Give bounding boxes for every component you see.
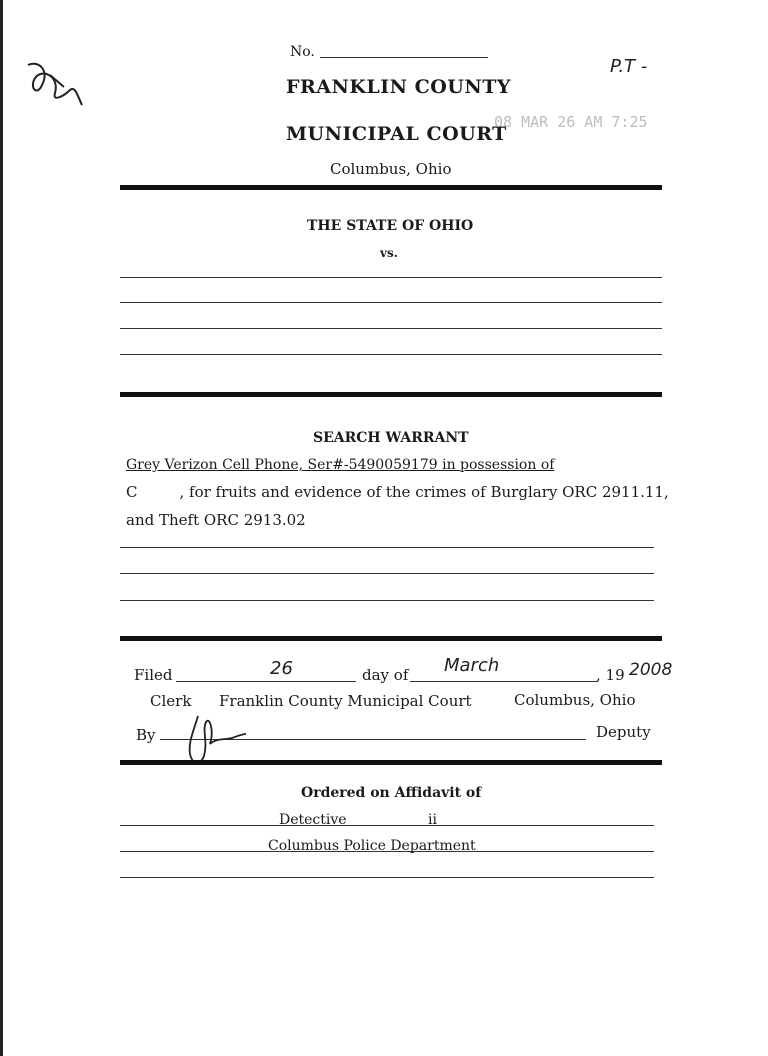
filed-month: March	[444, 655, 500, 676]
warrant-line-1	[120, 547, 654, 548]
warrant-line-3	[120, 600, 654, 601]
header-divider	[120, 185, 662, 190]
warrant-line-2	[120, 573, 654, 574]
state-of-ohio: THE STATE OF OHIO	[307, 218, 474, 234]
filed-day: 26	[270, 658, 293, 679]
warrant-description-line-1: Grey Verizon Cell Phone, Ser#-5490059179 in possession of	[126, 457, 555, 473]
filed-year: 2008	[629, 660, 673, 680]
clerk-court-name: Franklin County Municipal Court	[219, 692, 472, 710]
filed-month-line	[410, 681, 598, 682]
deputy-label: Deputy	[596, 723, 651, 741]
year-prefix: , 19	[596, 666, 625, 684]
affidavit-blank-line	[120, 877, 654, 878]
case-number-label: No.	[290, 44, 315, 60]
versus-label: vs.	[380, 246, 398, 260]
caption-divider	[120, 392, 662, 397]
court-heading: MUNICIPAL COURT	[286, 123, 507, 145]
defendant-line-3	[120, 328, 662, 329]
filed-day-line	[176, 681, 356, 682]
affiant-name-suffix: ii	[428, 812, 437, 828]
warrant-description-line-3: and Theft ORC 2913.02	[126, 511, 306, 529]
case-number-line	[320, 57, 488, 58]
clerk-label: Clerk	[150, 692, 192, 710]
handwritten-initials: P.T -	[610, 56, 648, 77]
filed-label: Filed	[134, 666, 173, 684]
affiant-line	[120, 825, 654, 826]
warrant-description-line-2: C , for fruits and evidence of the crimes of Burglary ORC 2911.11,	[126, 483, 669, 501]
court-city: Columbus, Ohio	[330, 160, 452, 178]
county-heading: FRANKLIN COUNTY	[286, 76, 511, 98]
filing-divider	[120, 760, 662, 765]
affiant-name: Detective	[279, 812, 347, 828]
affiant-department: Columbus Police Department	[268, 838, 476, 854]
filing-stamp: 08 MAR 26 AM 7:25	[494, 113, 648, 131]
defendant-line-1	[120, 277, 662, 278]
by-label: By	[136, 726, 156, 744]
affidavit-title: Ordered on Affidavit of	[301, 785, 482, 801]
defendant-line-4	[120, 354, 662, 355]
warrant-title: SEARCH WARRANT	[313, 430, 469, 446]
clerk-city: Columbus, Ohio	[514, 691, 636, 709]
defendant-line-2	[120, 302, 662, 303]
day-of-label: day of	[362, 666, 409, 684]
page-edge	[0, 0, 3, 1056]
warrant-divider	[120, 636, 662, 641]
initials-signature	[20, 55, 90, 115]
